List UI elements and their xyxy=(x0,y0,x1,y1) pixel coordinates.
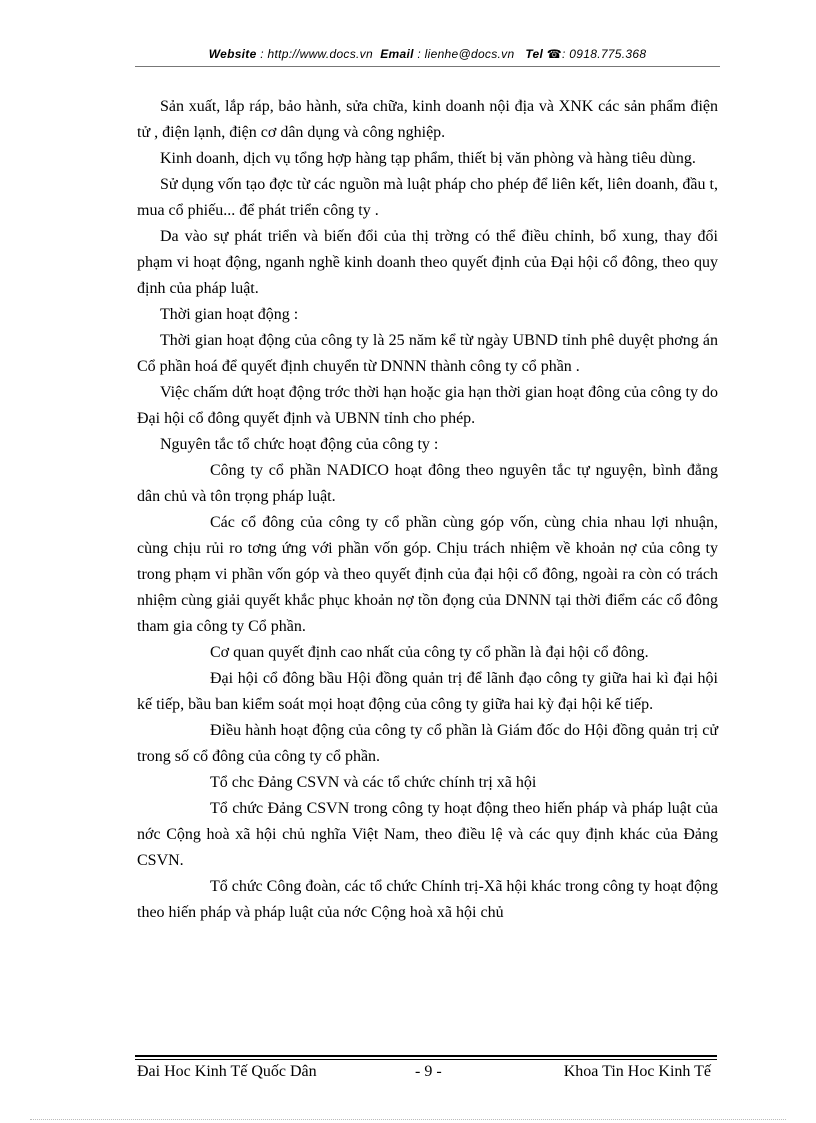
page-bottom-border xyxy=(30,1119,786,1120)
paragraph: Điều hành hoạt động của công ty cổ phần là Giám đốc do Hội đồng quản trị cử trong số cổ đông của công ty cổ phần. xyxy=(137,722,718,765)
email-label: Email xyxy=(380,47,414,61)
footer-university: Đai Hoc Kinh Tế Quốc Dân xyxy=(137,1063,317,1080)
page-number: - 9 - xyxy=(415,1063,442,1080)
paragraph: Tổ chức Đảng CSVN trong công ty hoạt động theo hiến pháp và pháp luật của nớc Cộng hoà xã hội chủ nghĩa Việt Nam, theo điều lệ và các quy định khác của Đảng CSVN. xyxy=(137,800,718,869)
paragraph: Sử dụng vốn tạo đợc từ các nguồn mà luật pháp cho phép để liên kết, liên doanh, đầu t, mua cổ phiếu... để phát triển công ty . xyxy=(137,176,718,219)
paragraph: Tổ chức Công đoàn, các tổ chức Chính trị-Xã hội khác trong công ty hoạt động theo hiến pháp và pháp luật của nớc Cộng hoà xã hội chủ xyxy=(137,878,718,921)
footer-faculty: Khoa Tin Hoc Kinh Tế xyxy=(563,1063,711,1080)
paragraph: Nguyên tắc tổ chức hoạt động của công ty : xyxy=(160,436,439,453)
footer-divider-thin xyxy=(135,1059,717,1060)
tel-label: Tel xyxy=(525,47,544,61)
header-divider xyxy=(135,66,720,67)
website-value[interactable]: : http://www.docs.vn xyxy=(260,47,373,61)
paragraph: Công ty cổ phần NADICO hoạt đông theo nguyên tắc tự nguyện, bình đẳng dân chủ và tôn trọng pháp luật. xyxy=(137,462,718,505)
website-label: Website xyxy=(208,47,257,61)
email-value[interactable]: : lienhe@docs.vn xyxy=(417,47,515,61)
footer-divider-thick xyxy=(135,1055,717,1057)
page-footer xyxy=(137,1063,717,1087)
paragraph: Các cổ đông của công ty cổ phần cùng góp vốn, cùng chia nhau lợi nhuận, cùng chịu rủi ro tơng ứng với phần vốn góp. Chịu trách nhiệm về khoản nợ của công ty trong phạm vi phần vốn góp và theo quyết định của đại hội cổ đông, ngoài ra còn có trách nhiệm cùng giải quyết khắc phục khoản nợ tồn đọng của DNNN tại thời điểm các cổ đông tham gia công ty Cổ phần. xyxy=(137,514,718,635)
paragraph: Việc chấm dứt hoạt động trớc thời hạn hoặc gia hạn thời gian hoạt đông của công ty do Đại hội cổ đông quyết định và UBNN tỉnh cho phép. xyxy=(137,384,718,427)
phone-icon: ☎ xyxy=(546,47,563,61)
paragraph: Thời gian hoạt động : xyxy=(160,306,299,323)
document-body xyxy=(137,94,718,926)
paragraph: Sản xuất, lắp ráp, bảo hành, sửa chữa, kinh doanh nội địa và XNK các sản phẩm điện tử , điện lạnh, điện cơ dân dụng và công nghiệp. xyxy=(137,98,718,141)
paragraph: Thời gian hoạt động của công ty là 25 năm kể từ ngày UBND tỉnh phê duyệt phơng án Cổ phần hoá để quyết định chuyển từ DNNN thành công ty cổ phần . xyxy=(137,332,718,375)
paragraph: Đại hội cổ đông bầu Hội đồng quản trị để lãnh đạo công ty giữa hai kì đại hội kế tiếp, bầu ban kiểm soát mọi hoạt động của công ty giữa hai kỳ đại hội kế tiếp. xyxy=(137,670,718,713)
page-header xyxy=(135,47,720,61)
paragraph: Kinh doanh, dịch vụ tổng hợp hàng tạp phẩm, thiết bị văn phòng và hàng tiêu dùng. xyxy=(160,150,696,167)
paragraph: Da vào sự phát triển và biến đổi của thị trờng có thể điều chỉnh, bổ xung, thay đổi phạm vi hoạt động, nganh nghề kinh doanh theo quyết định của Đại hội cổ đông, theo quy định của pháp luật. xyxy=(137,228,718,297)
tel-value: : 0918.775.368 xyxy=(562,47,647,61)
paragraph: Cơ quan quyết định cao nhất của công ty cổ phần là đại hội cổ đông. xyxy=(210,644,649,661)
paragraph: Tổ chc Đảng CSVN và các tổ chức chính trị xã hội xyxy=(210,774,537,791)
